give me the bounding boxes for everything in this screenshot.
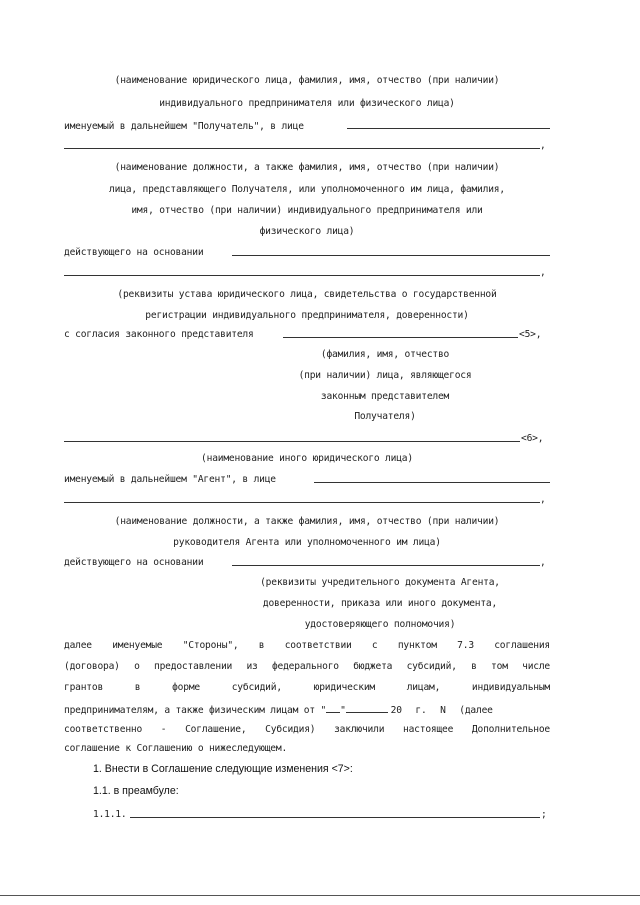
position-caption-line-1: (наименование должности, а также фамилия, имя, отчество (при наличии) <box>114 162 500 173</box>
item-1: 1. Внести в Соглашение следующие изменения <7>: <box>93 763 353 775</box>
acting-basis-blank-2[interactable] <box>64 275 540 276</box>
paragraph-line-4 <box>64 703 493 717</box>
agent-basis-caption-line-3: удостоверяющего полномочия) <box>304 619 456 630</box>
comma: , <box>540 140 546 151</box>
footnote-ref-6: <6>, <box>521 433 544 444</box>
rep-caption-line-3: законным представителем <box>320 391 450 402</box>
comma: , <box>540 494 546 505</box>
quote-mark: " <box>340 705 346 716</box>
position-caption-line-4: физического лица) <box>259 226 355 237</box>
paragraph-line-3: грантов в форме субсидий, юридическим лицам, индивидуальным <box>64 682 550 693</box>
agent-representative-blank-2[interactable] <box>64 502 540 503</box>
item-1-1: 1.1. в преамбуле: <box>93 785 179 797</box>
agent-basis-label: действующего на основании <box>64 557 204 568</box>
agent-named-label: именуемый в дальнейшем "Агент", в лице <box>64 474 276 485</box>
comma: , <box>540 557 546 568</box>
date-month-blank[interactable] <box>346 703 388 713</box>
agent-representative-blank[interactable] <box>314 482 550 483</box>
footnote-ref-5: <5>, <box>519 329 542 340</box>
rep-caption-line-4: Получателя) <box>354 411 416 422</box>
agent-position-caption-line-1: (наименование должности, а также фамилия, имя, отчество (при наличии) <box>114 516 500 527</box>
rep-caption-line-2: (при наличии) лица, являющегося <box>298 370 472 381</box>
recipient-named-label: именуемый в дальнейшем "Получатель", в лице <box>64 121 304 132</box>
legal-representative-label: с согласия законного представителя <box>64 329 254 340</box>
semicolon: ; <box>541 809 547 820</box>
other-legal-entity-blank[interactable] <box>64 441 520 442</box>
acting-basis-label: действующего на основании <box>64 247 204 258</box>
paragraph-line-5: соответственно - Соглашение, Субсидия) заключили настоящее Дополнительное <box>64 724 550 735</box>
paragraph-line-2: (договора) о предоставлении из федерального бюджета субсидий, в том числе <box>64 661 550 672</box>
agent-basis-blank[interactable] <box>232 565 540 566</box>
agent-basis-caption-line-2: доверенности, приказа или иного документа, <box>262 598 498 609</box>
paragraph-line-1: далее именуемые "Стороны", в соответствии с пунктом 7.3 соглашения <box>64 640 550 651</box>
recipient-named-text <box>64 121 304 133</box>
date-day-blank[interactable] <box>326 703 340 713</box>
paragraph-line-4-end: 20 г. N (далее <box>390 705 493 716</box>
position-caption-line-3: имя, отчество (при наличии) индивидуального предпринимателя или <box>131 205 483 216</box>
rep-caption-line-1: (фамилия, имя, отчество <box>320 349 450 360</box>
recipient-caption-line-2: индивидуального предпринимателя или физического лица) <box>159 98 455 109</box>
item-1-1-1-blank[interactable] <box>130 817 540 818</box>
page-bottom-rule <box>0 895 640 896</box>
paragraph-line-6: соглашение к Соглашению о нижеследующем. <box>64 743 288 754</box>
legal-representative-blank[interactable] <box>283 337 518 338</box>
item-1-1-1-label: 1.1.1. <box>93 809 127 820</box>
recipient-caption-line-1: (наименование юридического лица, фамилия, имя, отчество (при наличии) <box>114 75 500 86</box>
recipient-representative-blank[interactable] <box>347 128 550 129</box>
acting-basis-blank[interactable] <box>232 255 550 256</box>
agent-position-caption-line-2: руководителя Агента или уполномоченного им лица) <box>173 537 441 548</box>
position-caption-line-2: лица, представляющего Получателя, или уполномоченного им лица, фамилия, <box>109 184 505 195</box>
basis-caption-line-1: (реквизиты устава юридического лица, свидетельства о государственной <box>117 289 497 300</box>
comma: , <box>540 267 546 278</box>
agent-basis-caption-line-1: (реквизиты учредительного документа Агента, <box>260 577 500 588</box>
basis-caption-line-2: регистрации индивидуального предпринимателя, доверенности) <box>145 310 469 321</box>
paragraph-line-4-start: предпринимателям, а также физическим лицам от " <box>64 705 327 716</box>
agent-caption: (наименование иного юридического лица) <box>201 453 413 464</box>
recipient-representative-blank-2[interactable] <box>64 148 540 149</box>
